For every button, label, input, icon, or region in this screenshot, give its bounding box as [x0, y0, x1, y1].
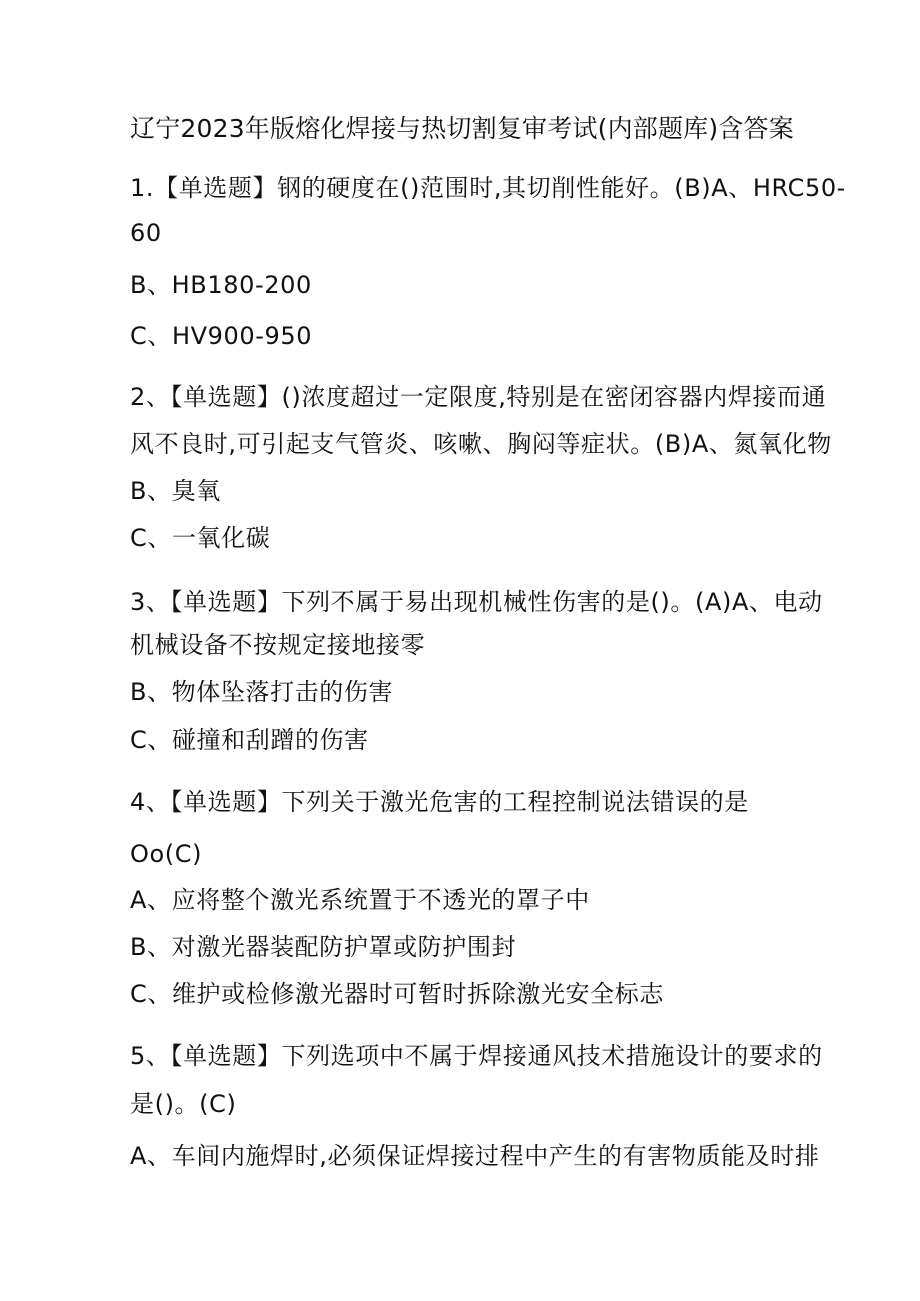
question-3-line-2: 机械设备不按规定接地接零 [130, 631, 426, 659]
question-2-option-c: C、一氧化碳 [130, 524, 271, 552]
question-2-line-2: 风不良时,可引起支气管炎、咳嗽、胸闷等症状。(B)A、氮氧化物 [130, 430, 832, 458]
question-3-option-c: C、碰撞和刮蹭的伤害 [130, 726, 369, 754]
question-1-line-2: 60 [130, 219, 162, 247]
question-1-line-1: 1.【单选题】钢的硬度在()范围时,其切削性能好。(B)A、HRC50- [130, 174, 846, 202]
question-3-line-1: 3、【单选题】下列不属于易出现机械性伤害的是()。(A)A、电动 [130, 588, 823, 616]
question-5-line-2: 是()。(C) [130, 1090, 237, 1118]
question-1-option-c: C、HV900-950 [130, 322, 313, 350]
question-4-line-1: 4、【单选题】下列关于激光危害的工程控制说法错误的是 [130, 788, 749, 816]
question-5-option-a: A、车间内施焊时,必须保证焊接过程中产生的有害物质能及时排 [130, 1142, 820, 1170]
question-4-option-b: B、对激光器装配防护罩或防护围封 [130, 933, 517, 961]
question-2-line-1: 2、【单选题】()浓度超过一定限度,特别是在密闭容器内焊接而通 [130, 383, 827, 411]
question-1-option-b: B、HB180-200 [130, 271, 312, 299]
question-4-option-a: A、应将整个激光系统置于不透光的罩子中 [130, 886, 590, 914]
question-5-line-1: 5、【单选题】下列选项中不属于焊接通风技术措施设计的要求的 [130, 1042, 823, 1070]
question-4-line-2: Oo(C) [130, 840, 203, 868]
document-title: 辽宁2023年版熔化焊接与热切割复审考试(内部题库)含答案 [130, 114, 794, 143]
question-3-option-b: B、物体坠落打击的伤害 [130, 678, 394, 706]
question-4-option-c: C、维护或检修激光器时可暂时拆除激光安全标志 [130, 980, 664, 1008]
question-2-option-b: B、臭氧 [130, 477, 221, 505]
